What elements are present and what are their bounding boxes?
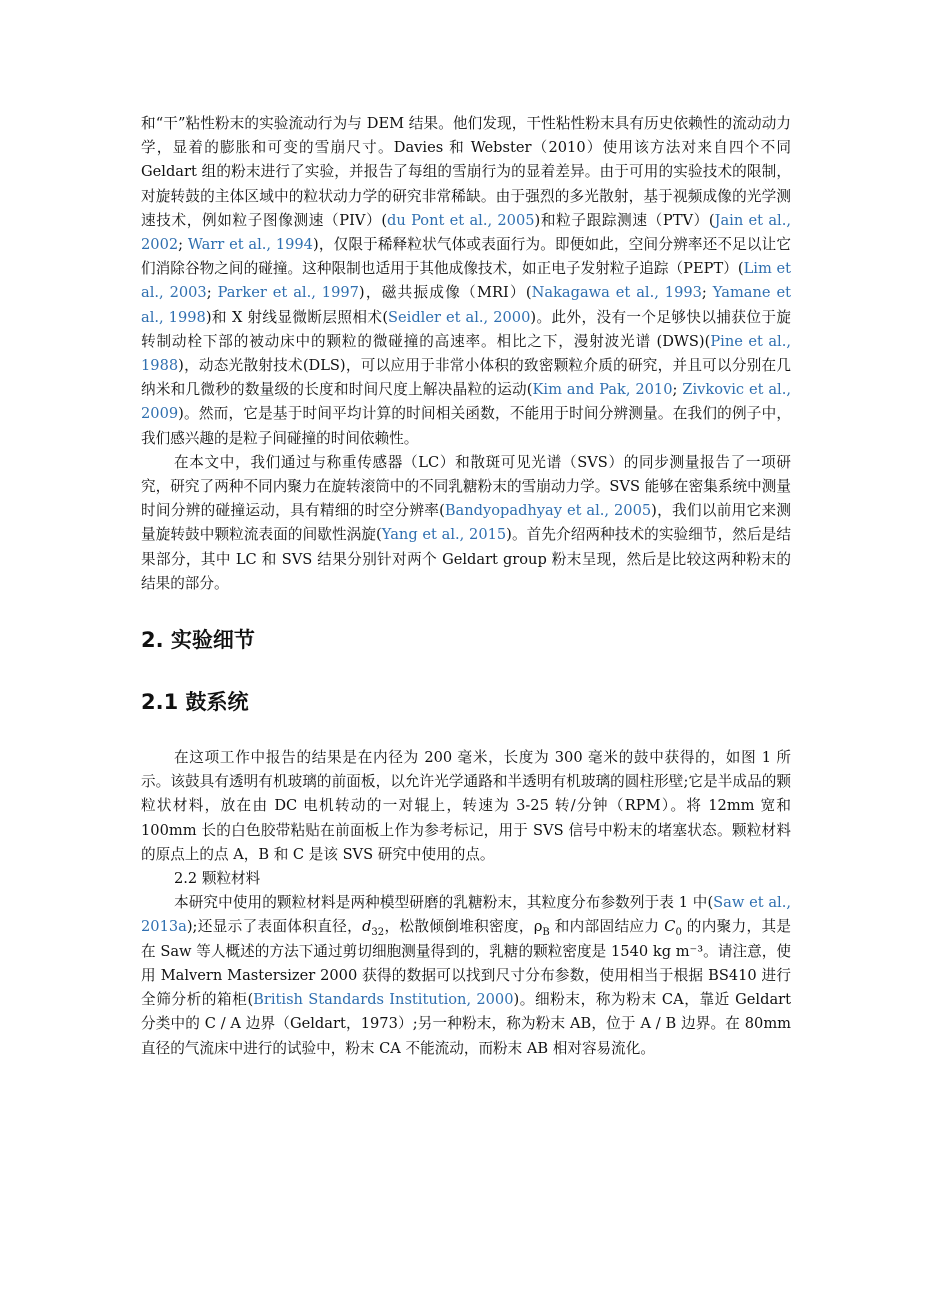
citation-link[interactable]: Jain et al., 2002 [141,211,791,254]
citation-link[interactable]: Pine et al., 1988 [141,332,791,375]
paragraph-intro-continued: 和“干”粘性粉末的实验流动行为与 DEM 结果。他们发现，干性粘性粉末具有历史依赖性的流动动力学，显着的膨胀和可变的雪崩尺寸。Davies 和 Webster（2010）使用该方法对来自四个不同 Geldart 组的粉末进行了实验，并报告了每组的雪崩行为的显着差异。由于可用的实验技术的限制，对旋转鼓的主体区域中的粒状动力学的研究非常稀缺。由于强烈的多光散射，基于视频成像的光学测速技术，例如粒子图像测速（PIV）(du Pont et al., 2005)和粒子跟踪测速（PTV）(Jain et al., 2002; Warr et al., 1994)，仅限于稀释粒状气体或表面行为。即便如此，空间分辨率还不足以让它们消除谷物之间的碰撞。这种限制也适用于其他成像技术，如正电子发射粒子追踪（PEPT）(Lim et al., 2003; Parker et al., 1997)，磁共振成像（MRI）(Nakagawa et al., 1993; Yamane et al., 1998)和 X 射线显微断层照相术(Seidler et al., 2000)。此外，没有一个足够快以捕获位于旋转制动栓下部的被动床中的颗粒的微碰撞的高速率。相比之下，漫射波光谱 (DWS)(Pine et al., 1988)，动态光散射技术(DLS)，可以应用于非常小体积的致密颗粒介质的研究，并且可以分别在几纳米和几微秒的数量级的长度和时间尺度上解决晶粒的运动(Kim and Pak, 2010; Zivkovic et al., 2009)。然而，它是基于时间平均计算的时间相关函数，不能用于时间分辨测量。在我们的例子中，我们感兴趣的是粒子间碰撞的时间依赖性。 [141,115,791,447]
citation-link[interactable]: Nakagawa et al., 1993 [531,284,702,302]
subsection-heading-granular-materials: 2.2 颗粒材料 [174,870,261,888]
symbol-d: d [362,918,372,936]
citation-link[interactable]: Saw et al., 2013a [141,894,791,936]
citation-link[interactable]: British Standards Institution, 2000 [253,991,514,1009]
subsection-heading: 2.1 鼓系统 [141,690,249,715]
paragraph-granular-materials: 本研究中使用的颗粒材料是两种模型研磨的乳糖粉末，其粒度分布参数列于表 1 中(Saw et al., 2013a);还显示了表面体积直径，$d_{32}$，松散倾倒堆积密度，$\rho_B$ 和内部固结应力 $C_0$ 的内聚力，其是在 Saw 等人概述的方法下通过剪切细胞测量得到的，乳糖的颗粒密度是 1540 kg m⁻³。请注意，使用 Malvern Mastersizer 2000 获得的数据可以找到尺寸分布参数，使用相当于根据 BS410 进行全筛分析的箱柜(British Standards Institution, 2000)。细粉末，称为粉末 CA，靠近 Geldart 分类中的 C / A 边界（Geldart，1973）;另一种粉末，称为粉末 AB，位于 A / B 边界。在 80mm 直径的气流床中进行的试验中，粉末 CA 不能流动，而粉末 AB 相对容易流化。 [141,894,791,1057]
paragraph-study-overview: 在本文中，我们通过与称重传感器（LC）和散斑可见光谱（SVS）的同步测量报告了一项研究，研究了两种不同内聚力在旋转滚筒中的不同乳糖粉末的雪崩动力学。SVS 能够在密集系统中测量时间分辨的碰撞运动，具有精细的时空分辨率(Bandyopadhyay et al., 2005)，我们以前用它来测量旋转鼓中颗粒流表面的间歇性涡旋(Yang et al., 2015)。首先介绍两种技术的实验细节，然后是结果部分，其中 LC 和 SVS 结果分别针对两个 Geldart group 粉末呈现，然后是比较这两种粉末的结果的部分。 [141,453,791,592]
citation-link[interactable]: Yang et al., 2015 [381,526,507,544]
citation-link[interactable]: Kim and Pak, 2010 [532,381,673,399]
symbol-rho: ρ [533,918,543,936]
paragraph-drum-system: 在这项工作中报告的结果是在内径为 200 毫米，长度为 300 毫米的鼓中获得的，如图 1 所示。该鼓具有透明有机玻璃的前面板，以允许光学通路和半透明有机玻璃的圆柱形壁;它是半成品的颗粒状材料，放在由 DC 电机转动的一对辊上，转速为 3-25 转/分钟（RPM）。将 12mm 宽和 100mm 长的白色胶带粘贴在前面板上作为参考标记，用于 SVS 信号中粉末的堵塞状态。颗粒材料的原点上的点 A，B 和 C 是该 SVS 研究中使用的点。 [141,749,791,863]
citation-link[interactable]: Bandyopadhyay et al., 2005 [444,502,652,520]
section-heading: 2. 实验细节 [141,628,255,653]
citation-link[interactable]: Parker et al., 1997 [217,284,359,302]
citation-link[interactable]: du Pont et al., 2005 [387,211,535,229]
citation-link[interactable]: Lim et al., 2003 [141,260,791,302]
citation-link[interactable]: Warr et al., 1994 [187,236,313,254]
paper-page [141,112,791,1061]
citation-link[interactable]: Zivkovic et al., 2009 [141,381,791,423]
citation-link[interactable]: Yamane et al., 1998 [141,284,791,326]
symbol-c: C [664,918,676,936]
citation-link[interactable]: Seidler et al., 2000 [388,308,531,326]
